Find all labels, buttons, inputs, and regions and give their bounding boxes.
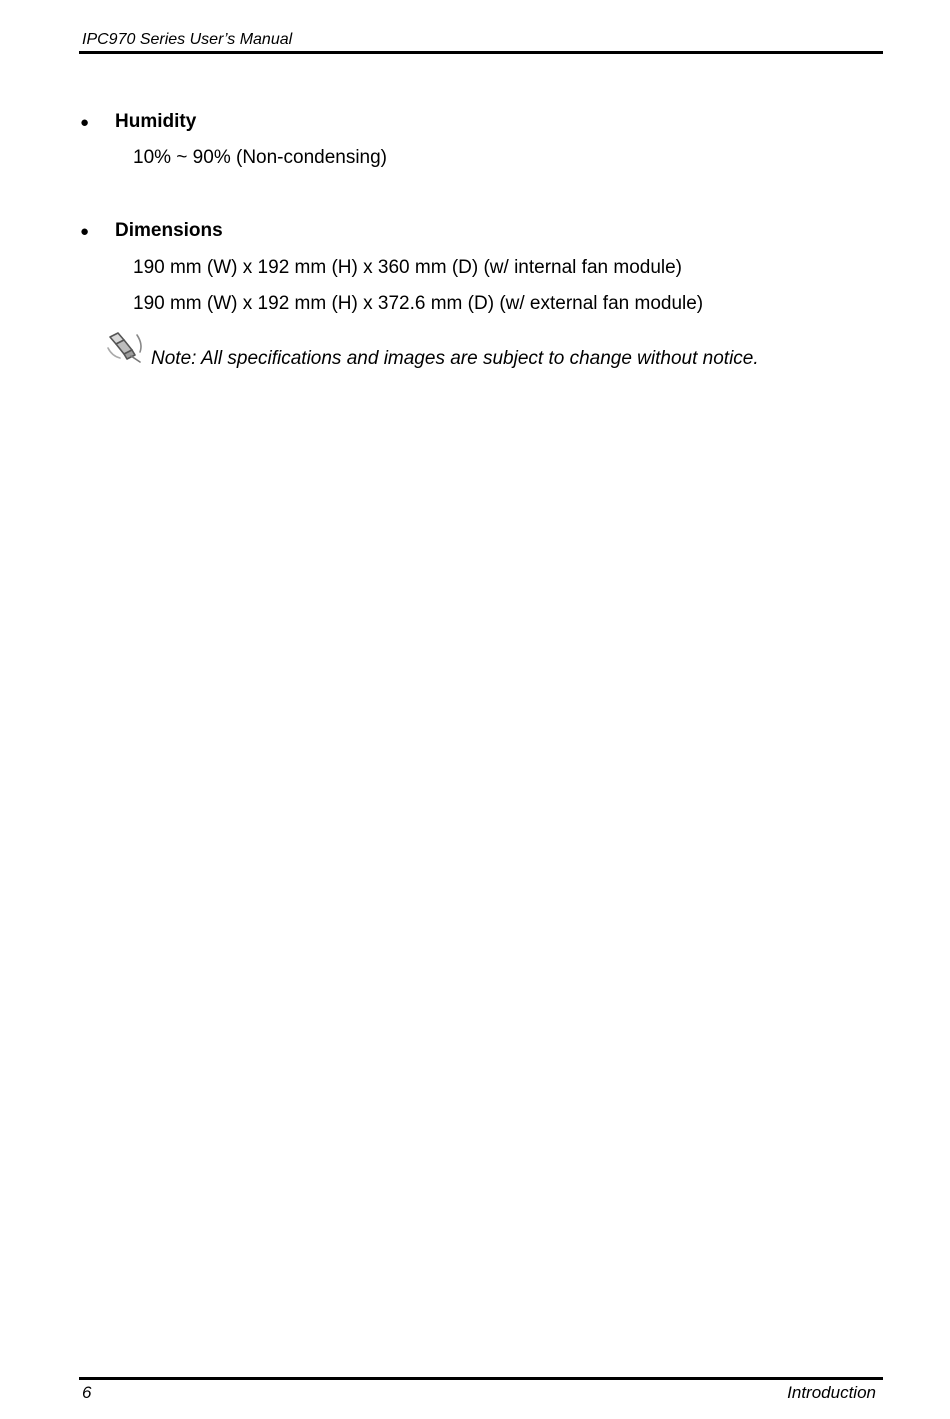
section-heading: Humidity — [115, 111, 197, 132]
footer-divider — [79, 1377, 883, 1380]
header-divider — [79, 51, 883, 54]
page-number: 6 — [82, 1383, 92, 1402]
spec-line: 190 mm (W) x 192 mm (H) x 360 mm (D) (w/ internal fan module) — [133, 257, 683, 278]
bullet-icon: ● — [80, 223, 90, 240]
note-text: Note: All specifications and images are subject to change without notice. — [151, 348, 759, 369]
section-heading: Dimensions — [115, 220, 223, 241]
spec-line: 190 mm (W) x 192 mm (H) x 372.6 mm (D) (w/ external fan module) — [133, 293, 704, 314]
spec-line: 10% ~ 90% (Non-condensing) — [133, 147, 388, 168]
chapter-name: Introduction — [787, 1383, 876, 1402]
manual-title: IPC970 Series User’s Manual — [82, 31, 293, 48]
bullet-icon: ● — [80, 114, 90, 131]
pushpin-note-icon — [104, 330, 146, 364]
